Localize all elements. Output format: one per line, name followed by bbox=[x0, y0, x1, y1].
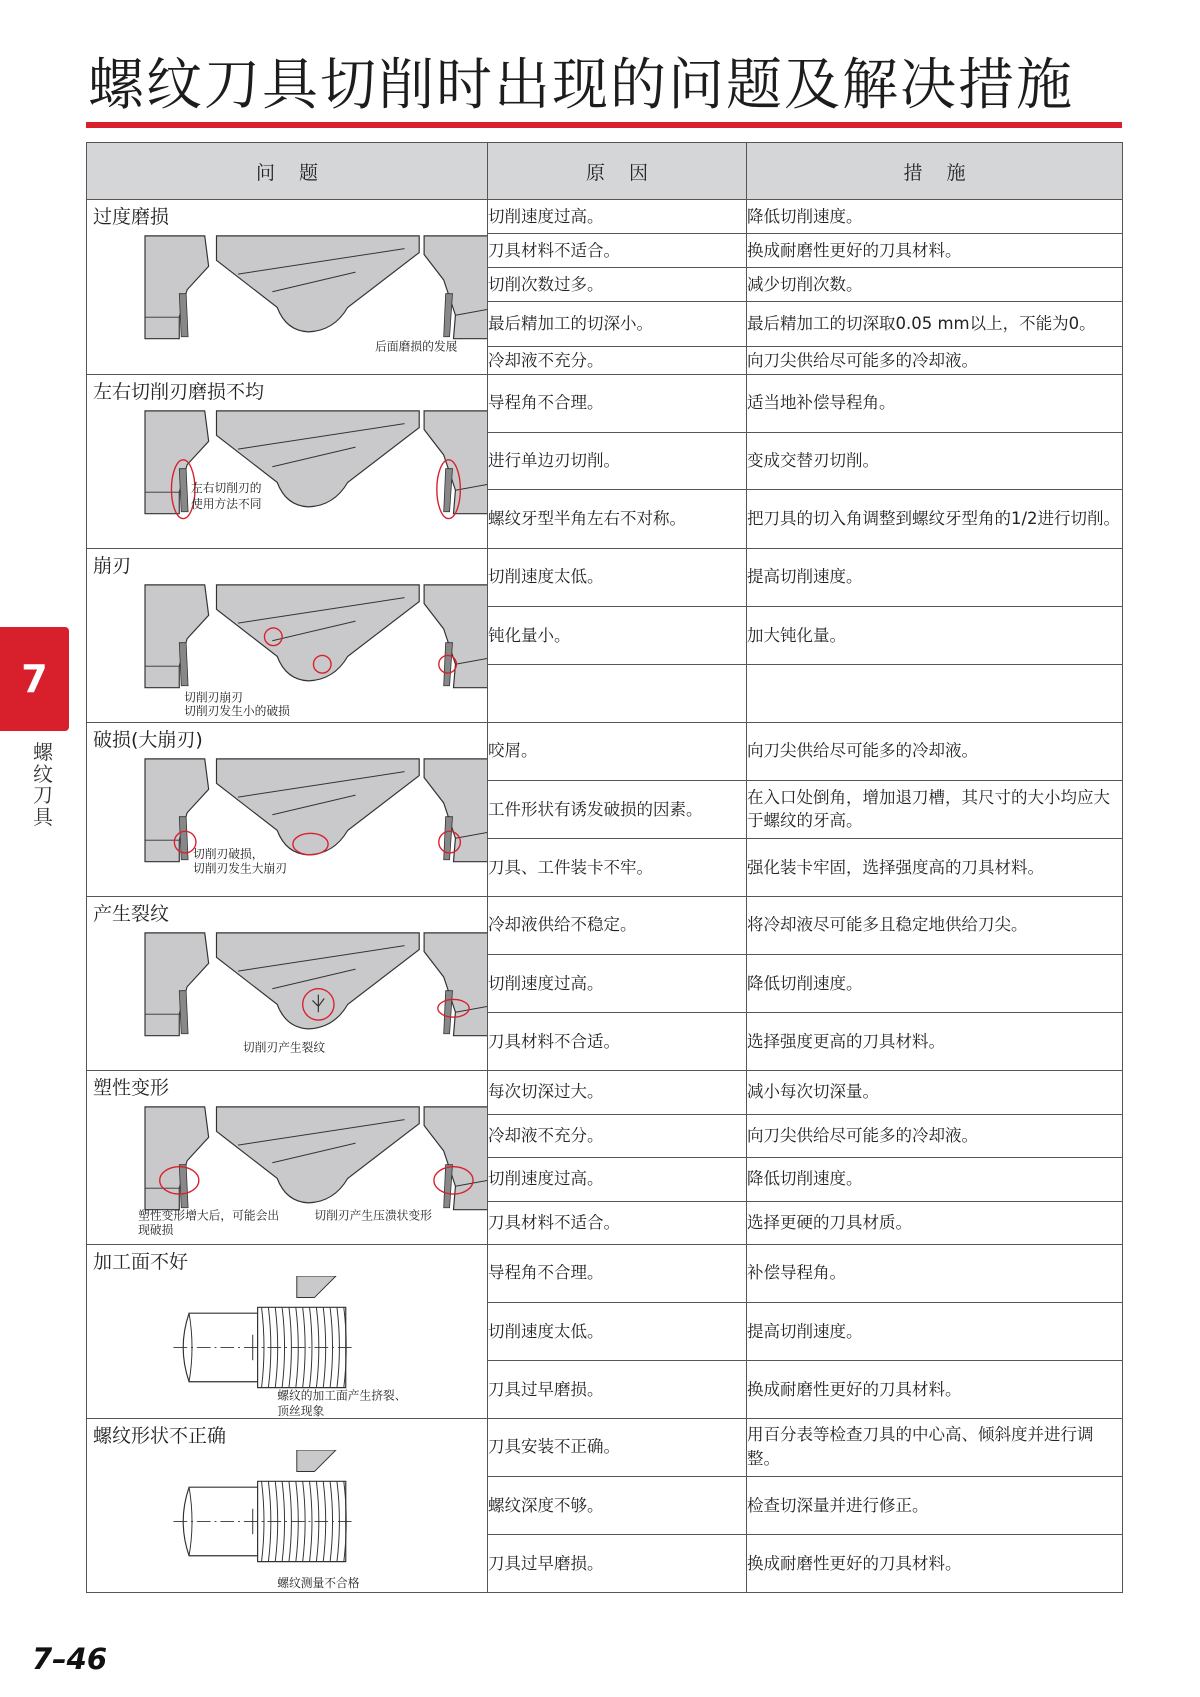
insert-illustration bbox=[87, 406, 487, 548]
insert-tool-shape bbox=[216, 236, 419, 332]
measure-cell: 降低切削速度。 bbox=[747, 954, 1123, 1013]
measure-cell: 把刀具的切入角调整到螺纹牙型角的1/2进行切削。 bbox=[747, 490, 1123, 549]
measure-cell: 选择强度更高的刀具材料。 bbox=[747, 1013, 1123, 1071]
measure-cell: 降低切削速度。 bbox=[747, 200, 1123, 234]
workpiece-right-shape bbox=[424, 236, 487, 339]
measure-cell: 强化装卡牢固，选择强度高的刀具材料。 bbox=[747, 839, 1123, 897]
problem-cell bbox=[87, 1419, 488, 1593]
illustration-caption: 顶丝现象 bbox=[277, 1404, 325, 1418]
measure-cell: 向刀尖供给尽可能多的冷却液。 bbox=[747, 347, 1123, 375]
workpiece-left-shape bbox=[145, 236, 209, 339]
illustration-caption: 切削刃发生小的破损 bbox=[184, 704, 290, 719]
illustration-caption: 螺纹的加工面产生挤裂、 bbox=[277, 1388, 407, 1403]
cause-cell: 螺纹深度不够。 bbox=[488, 1476, 747, 1535]
cause-cell: 导程角不合理。 bbox=[488, 375, 747, 433]
cause-cell: 切削速度太低。 bbox=[488, 1302, 747, 1361]
wear-mark-left bbox=[179, 469, 188, 512]
problem-cell bbox=[87, 1071, 488, 1245]
workpiece-right-shape bbox=[424, 411, 487, 514]
measure-cell: 加大钝化量。 bbox=[747, 606, 1123, 665]
measure-cell: 检查切深量并进行修正。 bbox=[747, 1476, 1123, 1535]
insert-illustration bbox=[87, 580, 487, 722]
illustration-caption: 螺纹测量不合格 bbox=[277, 1576, 360, 1591]
cause-cell: 刀具过早磨损。 bbox=[488, 1535, 747, 1593]
cause-cell: 进行单边刃切削。 bbox=[488, 432, 747, 490]
table-row bbox=[87, 1071, 1123, 1115]
table-row bbox=[87, 549, 1123, 607]
table-body bbox=[87, 200, 1123, 1593]
measure-cell: 提高切削速度。 bbox=[747, 549, 1123, 607]
table-row bbox=[87, 1245, 1123, 1303]
wear-mark-left bbox=[179, 294, 188, 337]
problem-label: 过度磨损 bbox=[93, 206, 170, 228]
page-number: 7–46 bbox=[32, 1642, 108, 1676]
cause-cell: 工件形状有诱发破损的因素。 bbox=[488, 780, 747, 839]
measure-cell: 在入口处倒角，增加退刀槽，其尺寸的大小均应大 于螺纹的牙高。 bbox=[747, 780, 1123, 839]
measure-cell: 换成耐磨性更好的刀具材料。 bbox=[747, 1535, 1123, 1593]
cause-cell: 冷却液供给不稳定。 bbox=[488, 897, 747, 955]
insert-illustration bbox=[87, 1102, 487, 1244]
chapter-label: 螺纹刀具 bbox=[33, 740, 53, 829]
thread-illustration bbox=[87, 1450, 487, 1592]
measure-cell: 变成交替刃切削。 bbox=[747, 432, 1123, 490]
problem-label: 螺纹形状不正确 bbox=[93, 1425, 227, 1447]
cause-cell: 刀具材料不适合。 bbox=[488, 234, 747, 268]
cause-cell: 螺纹牙型半角左右不对称。 bbox=[488, 490, 747, 549]
wear-mark-left bbox=[179, 991, 188, 1034]
measure-cell: 换成耐磨性更好的刀具材料。 bbox=[747, 1361, 1123, 1419]
chapter-tab bbox=[0, 627, 69, 731]
problem-cell bbox=[87, 1245, 488, 1419]
measure-cell bbox=[747, 665, 1123, 723]
measure-cell: 提高切削速度。 bbox=[747, 1302, 1123, 1361]
problem-label: 破损(大崩刃) bbox=[93, 729, 203, 751]
problem-cell bbox=[87, 375, 488, 549]
problem-label: 加工面不好 bbox=[93, 1251, 189, 1273]
measure-cell: 适当地补偿导程角。 bbox=[747, 375, 1123, 433]
header-cause: 原因 bbox=[488, 143, 747, 200]
problem-cell bbox=[87, 549, 488, 723]
problem-label: 崩刃 bbox=[93, 555, 132, 577]
table-row bbox=[87, 200, 1123, 234]
measure-cell: 降低切削速度。 bbox=[747, 1158, 1123, 1202]
measure-cell: 减少切削次数。 bbox=[747, 268, 1123, 302]
cause-cell: 切削次数过多。 bbox=[488, 268, 747, 302]
problem-cell bbox=[87, 200, 488, 375]
illustration-caption: 切削刃破损， bbox=[192, 846, 264, 861]
table-header-row bbox=[87, 143, 1123, 200]
thread-tool-shape bbox=[297, 1276, 336, 1298]
cause-cell: 切削速度过高。 bbox=[488, 200, 747, 234]
cause-cell: 每次切深过大。 bbox=[488, 1071, 747, 1115]
problem-cell bbox=[87, 723, 488, 897]
cause-cell: 冷却液不充分。 bbox=[488, 347, 747, 375]
measure-cell: 将冷却液尽可能多且稳定地供给刀尖。 bbox=[747, 897, 1123, 955]
cause-cell: 刀具过早磨损。 bbox=[488, 1361, 747, 1419]
illustration-caption: 后面磨损的发展 bbox=[375, 339, 458, 354]
cause-cell: 导程角不合理。 bbox=[488, 1245, 747, 1303]
measure-cell: 选择更硬的刀具材质。 bbox=[747, 1201, 1123, 1245]
measure-cell: 换成耐磨性更好的刀具材料。 bbox=[747, 234, 1123, 268]
problem-label: 产生裂纹 bbox=[93, 903, 170, 925]
problem-label: 塑性变形 bbox=[93, 1077, 170, 1099]
measure-cell: 最后精加工的切深取0.05 mm以上，不能为0。 bbox=[747, 302, 1123, 347]
wear-mark-right bbox=[444, 294, 453, 337]
table-row bbox=[87, 1419, 1123, 1477]
insert-illustration bbox=[87, 231, 487, 373]
insert-tool-shape bbox=[216, 759, 419, 855]
cause-cell: 刀具安装不正确。 bbox=[488, 1419, 747, 1477]
table-row bbox=[87, 897, 1123, 955]
wear-mark-right bbox=[444, 469, 453, 512]
illustration-caption: 切削刃崩刃 bbox=[184, 690, 243, 705]
insert-illustration bbox=[87, 928, 487, 1070]
troubleshooting-table bbox=[86, 142, 1123, 1593]
thread-illustration bbox=[87, 1276, 487, 1418]
cause-cell: 切削速度太低。 bbox=[488, 549, 747, 607]
chapter-number: 7 bbox=[21, 657, 48, 701]
cause-cell: 切削速度过高。 bbox=[488, 954, 747, 1013]
workpiece-right-shape bbox=[424, 585, 487, 688]
header-problem: 问题 bbox=[87, 143, 488, 200]
cause-cell bbox=[488, 665, 747, 723]
illustration-caption: 切削刃产生压溃状变形 bbox=[314, 1208, 432, 1223]
wear-mark-right bbox=[444, 643, 453, 686]
illustration-caption: 塑性变形增大后，可能会出 bbox=[138, 1208, 280, 1223]
insert-illustration bbox=[87, 754, 487, 896]
measure-cell: 向刀尖供给尽可能多的冷却液。 bbox=[747, 1114, 1123, 1158]
measure-cell: 补偿导程角。 bbox=[747, 1245, 1123, 1303]
illustration-caption: 切削刃发生大崩刃 bbox=[192, 861, 287, 876]
measure-cell: 用百分表等检查刀具的中心高、倾斜度并进行调整。 bbox=[747, 1419, 1123, 1477]
cause-cell: 切削速度过高。 bbox=[488, 1158, 747, 1202]
page-title: 螺纹刀具切削时出现的问题及解决措施 bbox=[88, 53, 1074, 118]
cause-cell: 刀具材料不适合。 bbox=[488, 1201, 747, 1245]
cause-cell: 冷却液不充分。 bbox=[488, 1114, 747, 1158]
workpiece-left-shape bbox=[145, 585, 209, 688]
header-measure: 措施 bbox=[747, 143, 1123, 200]
wear-mark-right bbox=[444, 991, 453, 1034]
insert-tool-shape bbox=[216, 585, 419, 681]
cause-cell: 刀具、工件装卡不牢。 bbox=[488, 839, 747, 897]
cause-cell: 最后精加工的切深小。 bbox=[488, 302, 747, 347]
thread-tool-shape bbox=[297, 1450, 336, 1472]
measure-cell: 向刀尖供给尽可能多的冷却液。 bbox=[747, 723, 1123, 781]
wear-mark-left bbox=[179, 643, 188, 686]
table-row bbox=[87, 723, 1123, 781]
illustration-caption: 左右切削刃的 bbox=[191, 481, 262, 496]
wear-mark-left bbox=[179, 1165, 188, 1208]
measure-cell: 减小每次切深量。 bbox=[747, 1071, 1123, 1115]
cause-cell: 钝化量小。 bbox=[488, 606, 747, 665]
workpiece-right-shape bbox=[424, 933, 487, 1036]
problem-cell bbox=[87, 897, 488, 1071]
cause-cell: 咬屑。 bbox=[488, 723, 747, 781]
insert-tool-shape bbox=[216, 933, 419, 1029]
illustration-caption: 现破损 bbox=[138, 1223, 174, 1238]
table-row bbox=[87, 375, 1123, 433]
illustration-caption: 切削刃产生裂纹 bbox=[242, 1040, 326, 1055]
workpiece-left-shape bbox=[145, 933, 209, 1036]
illustration-caption: 使用方法不同 bbox=[191, 496, 262, 511]
insert-tool-shape bbox=[216, 1107, 419, 1203]
cause-cell: 刀具材料不合适。 bbox=[488, 1013, 747, 1071]
workpiece-right-shape bbox=[424, 759, 487, 862]
wear-mark-right bbox=[444, 1165, 453, 1208]
problem-label: 左右切削刃磨损不均 bbox=[93, 381, 265, 403]
title-underline bbox=[86, 122, 1122, 128]
